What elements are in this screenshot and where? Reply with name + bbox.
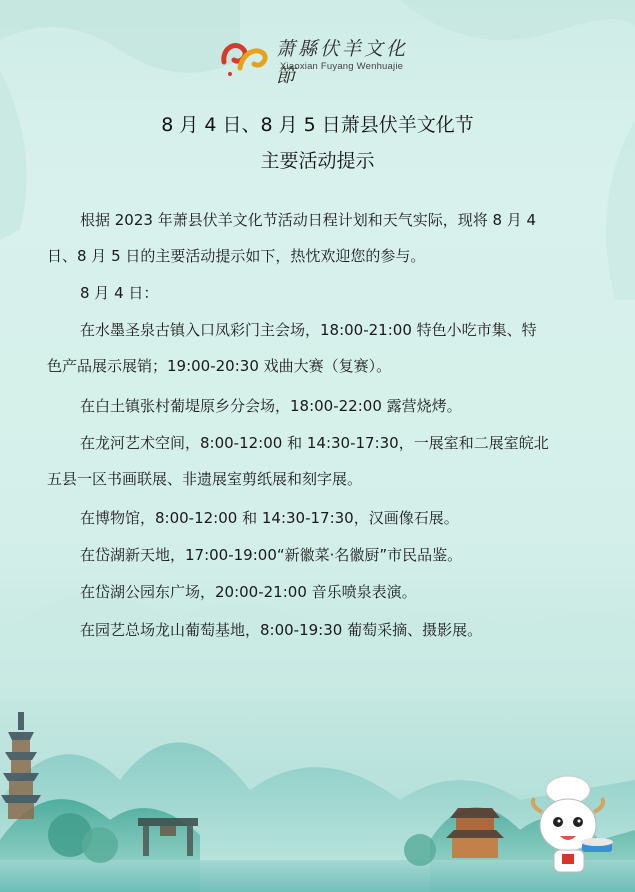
- intro-line-2: 日、8 月 5 日的主要活动提示如下，热忱欢迎您的参与。: [47, 247, 426, 265]
- event-item-4: 在博物馆，8:00-12:00 和 14:30-17:30，汉画像石展。: [80, 509, 459, 527]
- event-item-7: 在园艺总场龙山葡萄基地，8:00-19:30 葡萄采摘、摄影展。: [80, 621, 483, 639]
- event-item-6: 在岱湖公园东广场，20:00-21:00 音乐喷泉表演。: [80, 583, 417, 601]
- event-item-1-line-1: 在水墨圣泉古镇入口凤彩门主会场，18:00-21:00 特色小吃市集、特: [80, 321, 537, 339]
- page-title: 8 月 4 日、8 月 5 日萧县伏羊文化节: [161, 114, 474, 136]
- event-item-1-line-2: 色产品展示展销；19:00-20:30 戏曲大赛（复赛）。: [47, 357, 392, 375]
- event-item-3-line-2: 五县一区书画联展、非遗展室剪纸展和刻字展。: [47, 470, 363, 488]
- page-subtitle: 主要活动提示: [260, 150, 375, 172]
- festival-logo: [218, 34, 423, 87]
- logo-chinese-name: 萧縣伏羊文化節: [276, 38, 409, 87]
- logo-english-name: Xiaoxian Fuyang Wenhuajie: [280, 61, 404, 72]
- goat-chef-mascot: [520, 770, 620, 880]
- intro-line-1: 根据 2023 年萧县伏羊文化节活动日程计划和天气实际，现将 8 月 4: [80, 211, 537, 229]
- ribbon-logo-icon: [218, 34, 270, 80]
- event-item-5: 在岱湖新天地，17:00-19:00“新徽菜·名徽厨”市民品鉴。: [80, 546, 463, 564]
- event-item-3-line-1: 在龙河艺术空间，8:00-12:00 和 14:30-17:30，一展室和二展室皖北: [80, 434, 549, 452]
- event-item-2: 在白土镇张村葡堤原乡分会场，18:00-22:00 露营烧烤。: [80, 397, 462, 415]
- date-heading: 8 月 4 日：: [80, 284, 159, 302]
